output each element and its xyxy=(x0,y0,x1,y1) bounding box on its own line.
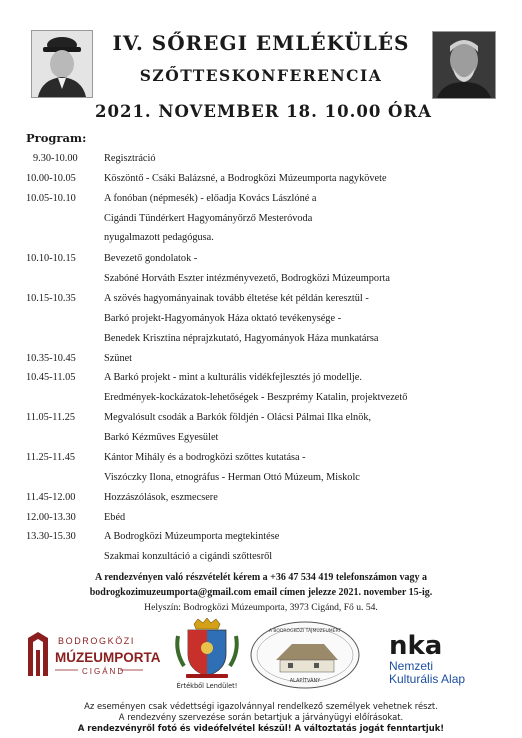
program-label: Program: xyxy=(26,131,87,145)
program-time: 11.25-11.45 xyxy=(26,452,76,463)
page-subtitle: SZŐTTESKONFERENCIA xyxy=(139,66,383,85)
program-item: Regisztráció xyxy=(104,153,156,164)
nka-line2: Kulturális Alap xyxy=(389,672,466,686)
program-time: 13.30-15.30 xyxy=(26,531,76,542)
program-item: Kántor Mihály és a bodrogközi szőttes kutatása - xyxy=(104,452,306,463)
program-time: 9.30-10.00 xyxy=(33,153,78,164)
registration-email-line: bodrogkozimuzeumporta@gmail.com email címen jelezze 2021. november 15-ig. xyxy=(89,587,433,598)
cigand-coat-of-arms-logo xyxy=(172,618,242,690)
program-item: A Barkó projekt - mint a kulturális vidékfejlesztés jó modellje. xyxy=(104,372,362,383)
nka-logo xyxy=(385,630,495,690)
program-item-cont: Szabóné Horváth Eszter intézményvezető, Bodrogközi Múzeumporta xyxy=(104,273,390,284)
foundation-top-text: A BODROGKÖZI TÁJMÚZEUMÉRT xyxy=(268,629,342,634)
program-time: 12.00-13.30 xyxy=(26,512,76,523)
museum-logo xyxy=(22,630,167,680)
program-time: 10.45-11.05 xyxy=(26,372,76,383)
portrait-photo-left xyxy=(31,30,93,98)
foundation-bottom-text: ALAPÍTVÁNY xyxy=(289,678,321,684)
program-time: 11.45-12.00 xyxy=(26,492,76,503)
program-item-cont: Barkó Kézműves Egyesület xyxy=(104,432,219,443)
program-item-cont: Szakmai konzultáció a cigándi szőttesről xyxy=(104,551,273,562)
program-item: Megvalósult csodák a Barkók földjén - Olácsi Pálmai Ilka elnök, xyxy=(104,412,372,423)
footer-notice-1: Az eseményen csak védettségi igazolvánnyal rendelkező személyek vehetnek részt. xyxy=(84,701,438,711)
program-time: 10.05-10.10 xyxy=(26,193,76,204)
nka-line1: Nemzeti xyxy=(389,659,434,673)
venue-line: Helyszín: Bodrogközi Múzeumporta, 3973 Cigánd, Fő u. 54. xyxy=(144,602,378,613)
foundation-logo xyxy=(248,620,363,690)
program-item-cont: nyugalmazott pedagógusa. xyxy=(104,232,214,243)
portrait-photo-right xyxy=(432,31,496,99)
program-time: 10.00-10.05 xyxy=(26,173,76,184)
program-item: A Bodrogközi Múzeumporta megtekintése xyxy=(104,531,280,542)
program-item-cont: Barkó projekt-Hagyományok Háza oktató tevékenysége - xyxy=(104,313,342,324)
footer-notice-3: A rendezvényről fotó és videófelvétel készül! A változtatás jogát fenntartjuk! xyxy=(77,723,445,733)
coat-motto: Értékből Lendület! xyxy=(176,682,238,690)
museum-logo-main: MÚZEUMPORTA xyxy=(55,650,161,665)
program-item-cont: Benedek Krisztina néprajzkutató, Hagyományok Háza munkatársa xyxy=(104,333,379,344)
museum-logo-top: BODROGKÖZI xyxy=(58,636,136,646)
museum-logo-bottom: CIGÁND xyxy=(82,667,126,676)
program-item: A szövés hagyományainak tovább éltetése két példán keresztül - xyxy=(104,293,369,304)
program-item: Köszöntő - Csáki Balázsné, a Bodrogközi Múzeumporta nagykövete xyxy=(104,173,387,184)
nka-mark: nka xyxy=(389,631,443,661)
registration-line: A rendezvényen való részvételét kérem a +36 47 534 419 telefonszámon vagy a xyxy=(95,572,427,583)
program-item: Hozzászólások, eszmecsere xyxy=(104,492,218,503)
event-datetime: 2021. NOVEMBER 18. 10.00 ÓRA xyxy=(95,102,432,121)
program-item-cont: Cigándi Tündérkert Hagyományőrző Mesteróvoda xyxy=(104,213,313,224)
program-item-cont: Viszóczky Ilona, etnográfus - Herman Ottó Múzeum, Miskolc xyxy=(104,472,360,483)
program-item-cont: Eredmények-kockázatok-lehetőségek - Beszprémy Katalin, projektvezető xyxy=(104,392,408,403)
page-title: IV. SŐREGI EMLÉKÜLÉS xyxy=(112,31,410,55)
program-item: A fonóban (népmesék) - előadja Kovács Lászlóné a xyxy=(104,193,317,204)
program-time: 10.35-10.45 xyxy=(26,353,76,364)
footer-notice-2: A rendezvény szervezése során betartjuk a járványügyi előírásokat. xyxy=(118,712,404,722)
program-time: 10.15-10.35 xyxy=(26,293,76,304)
program-time: 10.10-10.15 xyxy=(26,253,76,264)
program-time: 11.05-11.25 xyxy=(26,412,76,423)
program-item: Bevezető gondolatok - xyxy=(104,253,198,264)
program-item: Szünet xyxy=(104,353,133,364)
program-item: Ebéd xyxy=(104,512,126,523)
